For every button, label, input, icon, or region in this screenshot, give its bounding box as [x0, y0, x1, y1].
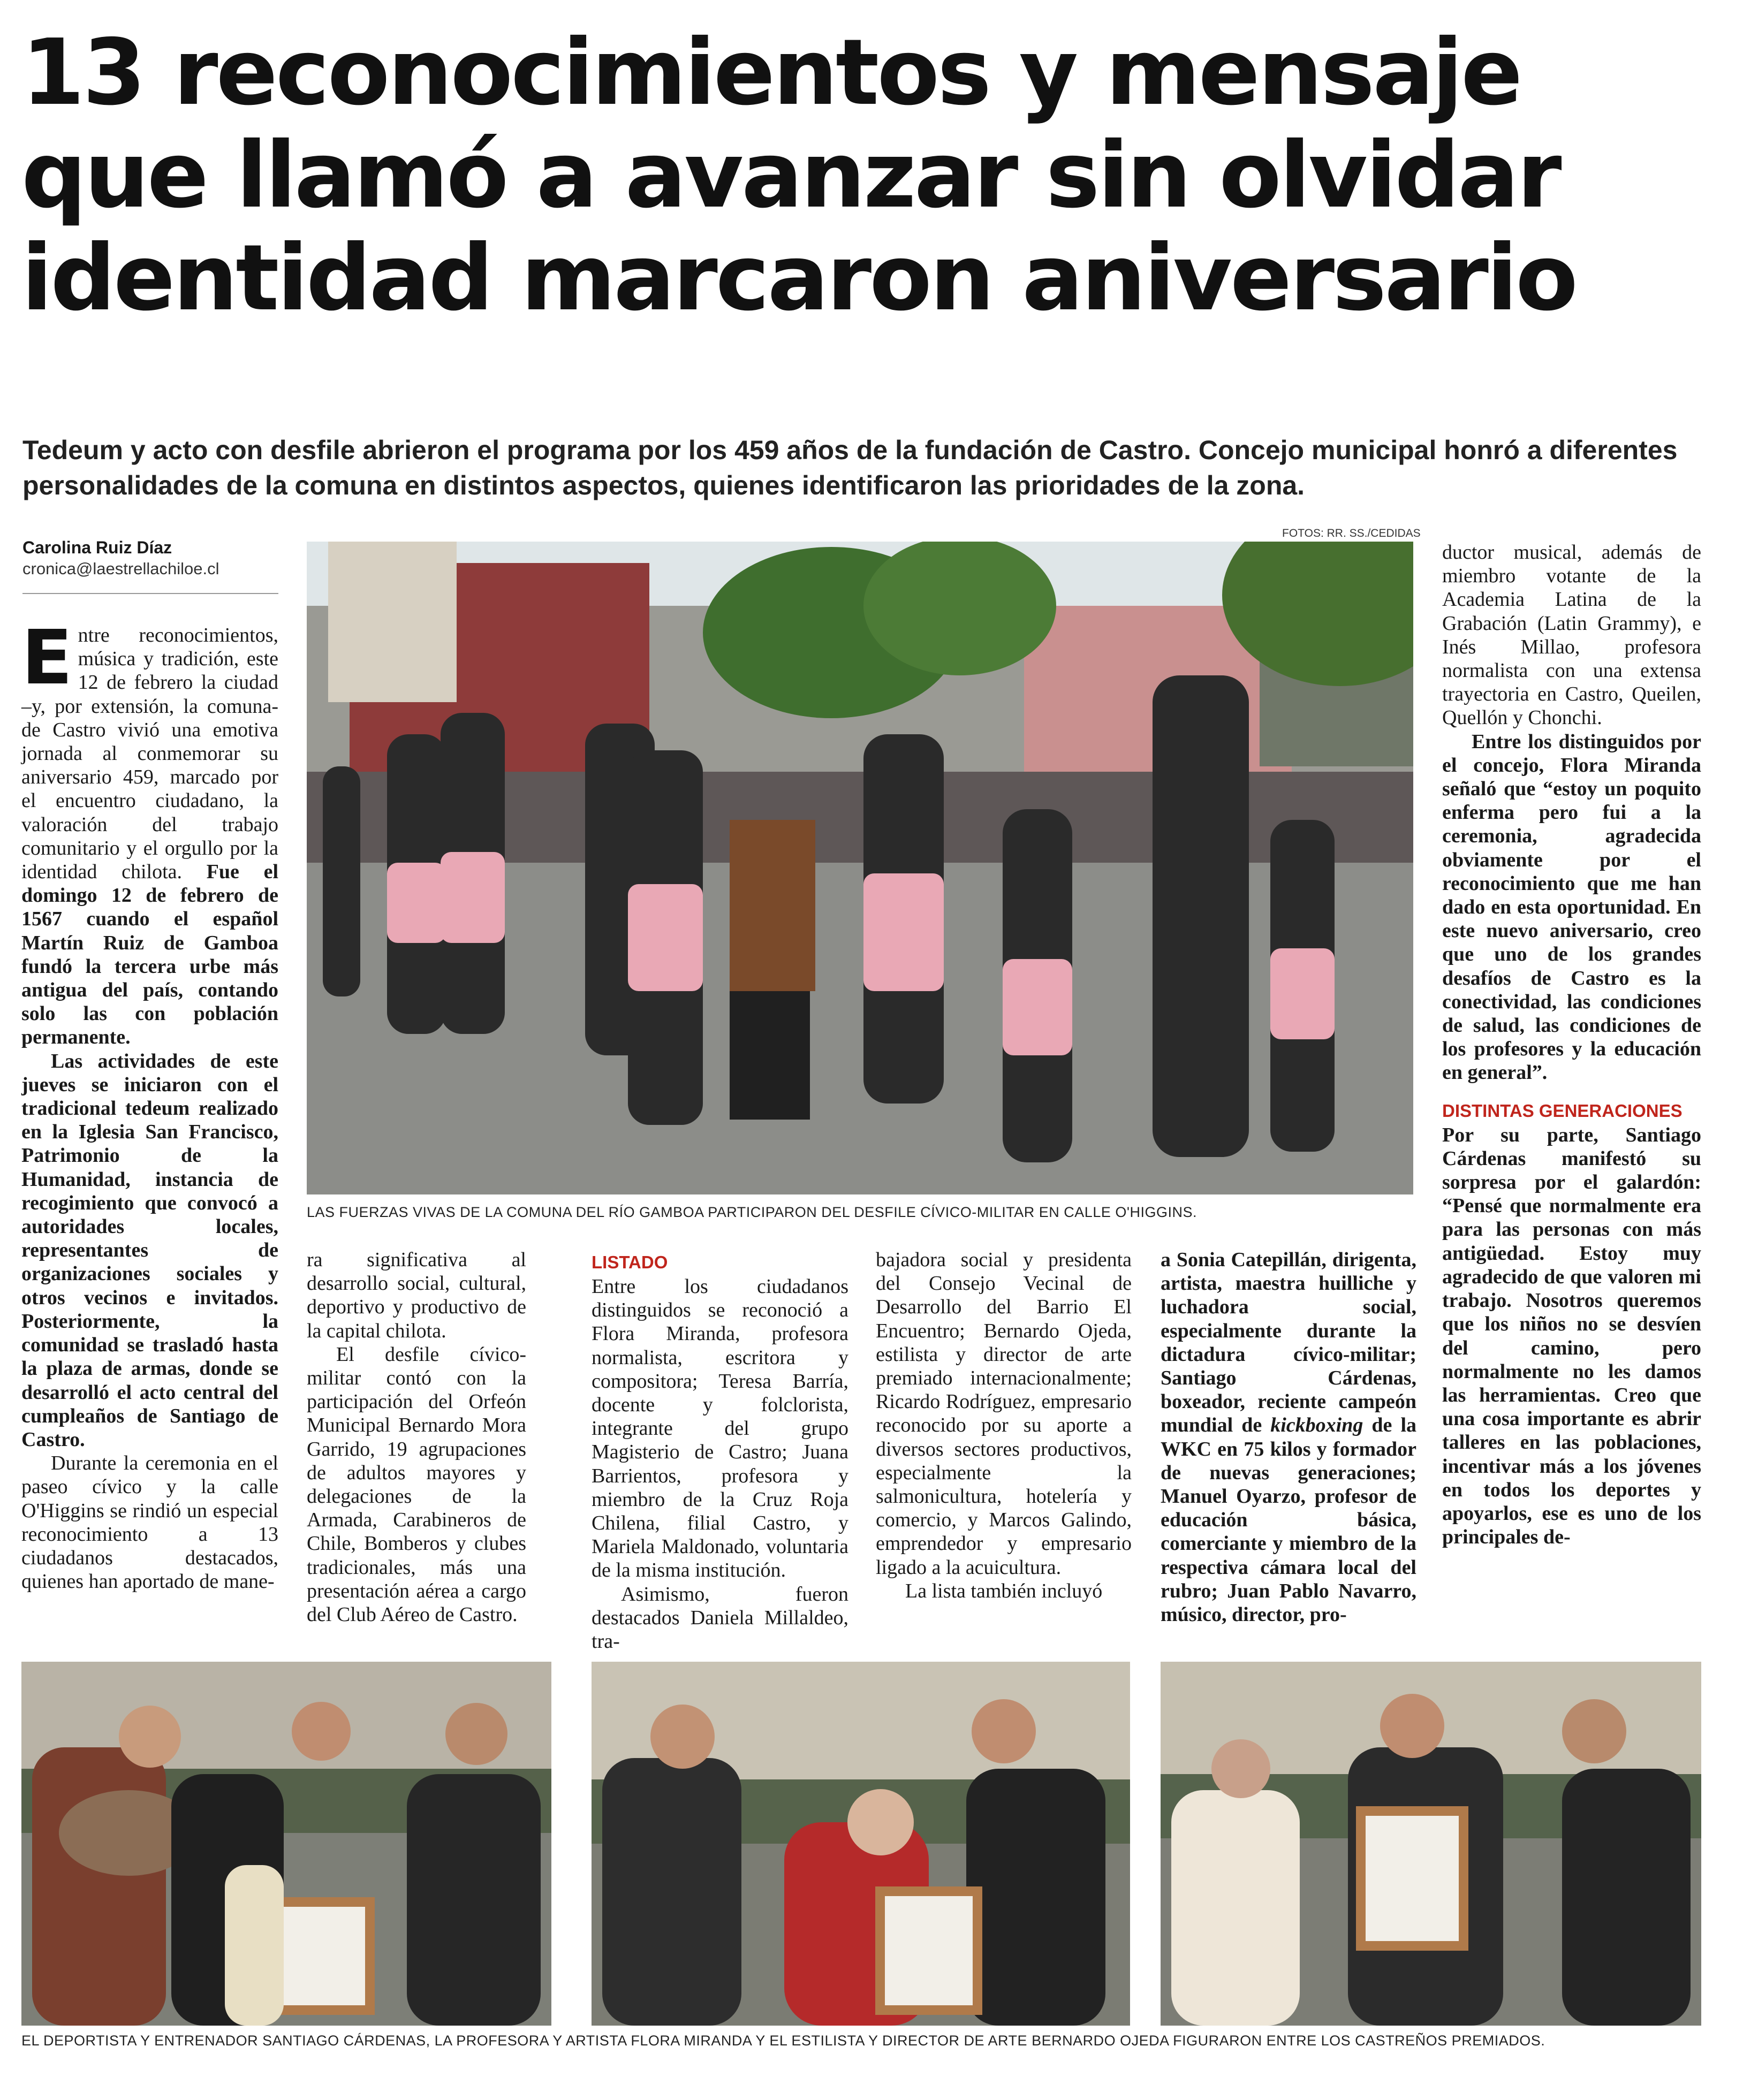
headline	[21, 21, 1724, 330]
main-photo	[307, 542, 1413, 1194]
lede: Tedeum y acto con desfile abrieron el programa por los 459 años de la fundación de Castro. Concejo municipal honró a diferentes personalidades de la comuna en distintos aspectos, quienes identificaron las prioridades de la zona.	[22, 435, 1678, 500]
byline-divider	[22, 593, 278, 594]
body-column-4	[876, 1248, 1132, 1603]
paragraph-list-5b: de la WKC en 75 kilos y formador de nuevas generaciones; Manuel Oyarzo, profesor de educación básica, comerciante y miembro de la respectiva cámara local del rubro; Juan Pablo Navarro, músico, director, pro-	[1161, 1414, 1417, 1626]
paragraph-intro-b: Fue el domingo 12 de febrero de 1567 cuando el español Martín Ruiz de Gamboa fundó la tercera urbe más antigua del país, contando solo las con población permanente.	[21, 861, 279, 1049]
kickboxing-term: kickboxing	[1270, 1414, 1363, 1437]
headline-line-2: que llamó a avanzar sin olvidar	[21, 123, 1560, 229]
paragraph-list-1: Entre los ciudadanos distinguidos se reconoció a Flora Miranda, profesora normalista, escritora y compositora; Teresa Barría, docente y folclorista, integrante del grupo Magisterio de Castro; Juana Barrientos, profesora y miembro de la Cruz Roja Chilena, filial Castro, y Mariela Maldonado, voluntaria de la misma institución.	[592, 1275, 848, 1582]
bottom-photo-2	[592, 1662, 1130, 2026]
body-column-5	[1161, 1248, 1416, 1626]
paragraph-list-3: bajadora social y presidenta del Consejo Vecinal de Desarrollo del Barrio El Encuentro; Bernardo Ojeda, estilista y director de arte premiado internacionalmente; Ricardo Rodríguez, empresario reconocido por su aporte a diversos sectores productivos, especialmente la salmonicultura, hotelería y comercio, y Marcos Galindo, emprendedor y empresario ligado a la acuicultura.	[876, 1249, 1132, 1579]
byline-author: Carolina Ruiz Díaz	[22, 538, 172, 557]
main-photo-caption: LAS FUERZAS VIVAS DE LA COMUNA DEL RÍO GAMBOA PARTICIPARON DEL DESFILE CÍVICO-MILITAR EN CALLE O'HIGGINS.	[307, 1204, 1198, 1220]
drop-cap: E	[21, 614, 73, 702]
bottom-photo-1	[21, 1662, 551, 2026]
subhead-generaciones: DISTINTAS GENERACIONES	[1442, 1100, 1683, 1121]
paragraph-list-5a: a Sonia Catepillán, dirigenta, artista, maestra huilliche y luchadora social, especialmente durante la dictadura cívico-militar; Santiago Cárdenas, boxeador, reciente campeón mundial de	[1161, 1249, 1416, 1437]
paragraph-significance: ra significativa al desarrollo social, cultural, deportivo y productivo de la capital chilota.	[307, 1249, 526, 1342]
paragraph-ceremony: Durante la ceremonia en el paseo cívico y la calle O'Higgins se rindió un especial reconocimiento a 13 ciudadanos destacados, quienes han aportado de mane-	[21, 1452, 278, 1593]
subhead-listado: LISTADO	[592, 1252, 668, 1272]
photo-credit: FOTOS: RR. SS./CEDIDAS	[1282, 527, 1421, 539]
paragraph-list-2: Asimismo, fueron destacados Daniela Millaldeo, tra-	[592, 1582, 848, 1653]
body-column-2	[307, 1248, 526, 1626]
paragraph-parade: El desfile cívico-militar contó con la participación del Orfeón Municipal Bernardo Mora Garrido, 19 agrupaciones de adultos mayores y delegaciones de la Armada, Carabineros de Chile, Bomberos y clubes tradicionales, más una presentación aérea a cargo del Club Aéreo de Castro.	[307, 1343, 526, 1626]
body-column-1	[21, 614, 279, 1593]
body-column-3	[592, 1251, 848, 1653]
body-column-6	[1442, 541, 1701, 1549]
byline-email[interactable]: cronica@laestrellachiloe.cl	[22, 559, 219, 578]
headline-line-3: identidad marcaron aniversario	[21, 225, 1576, 331]
headline-line-1: 13 reconocimientos y mensaje	[21, 20, 1521, 126]
paragraph-producer: ductor musical, además de miembro votante de la Academia Latina de la Grabación (Latin Grammy), e Inés Millao, profesora normalista con una extensa trayectoria en Castro, Queilen, Quellón y Chonchi.	[1442, 541, 1701, 729]
paragraph-cardenas-quote: Por su parte, Santiago Cárdenas manifestó su sorpresa por el galardón: “Pensé que normalmente era para las personas con más antigüedad. Estoy muy agradecido de que valoren mi trabajo. Nosotros queremos que los niños no se desvíen del camino, pero normalmente no les damos las herramientas. Creo que una cosa importante es abrir talleres en las poblaciones, incentivar más a los jóvenes en todos los deportes y apoyarlos, ese es uno de los principales de-	[1442, 1123, 1701, 1549]
paragraph-intro-a: ntre reconocimientos, música y tradición, este 12 de febrero la ciudad –y, por extensión, la comuna- de Castro vivió una emotiva jornada al conmemorar su aniversario 459, marcado por el encuentro ciudadano, la valoración del trabajo comunitario y el orgullo por la identidad chilota.	[21, 624, 278, 884]
paragraph-flora-quote: Entre los distinguidos por el concejo, Flora Miranda señaló que “estoy un poquito enferma pero fui a la ceremonia, agradecida obviamente por el reconocimiento que me han dado en esta oportunidad. En este nuevo aniversario, creo que uno de los grandes desafíos de Castro es la conectividad, las condiciones de salud, las condiciones de los profesores y la educación en general”.	[1442, 730, 1701, 1084]
paragraph-list-4: La lista también incluyó	[905, 1579, 1103, 1602]
paragraph-tedeum: Las actividades de este jueves se iniciaron con el tradicional tedeum realizado en la Iglesia San Francisco, Patrimonio de la Humanidad, instancia de recogimiento que convocó a autoridades locales, representantes de organizaciones sociales y otros vecinos e invitados. Posteriormente, la comunidad se trasladó hasta la plaza de armas, donde se desarrolló el acto central del cumpleaños de Santiago de Castro.	[21, 1049, 278, 1451]
bottom-photos-caption: EL DEPORTISTA Y ENTRENADOR SANTIAGO CÁRDENAS, LA PROFESORA Y ARTISTA FLORA MIRANDA Y EL ESTILISTA Y DIRECTOR DE ARTE BERNARDO OJEDA FIGURARON ENTRE LOS CASTREÑOS PREMIADOS.	[21, 2033, 1545, 2049]
bottom-photo-3	[1161, 1662, 1701, 2026]
